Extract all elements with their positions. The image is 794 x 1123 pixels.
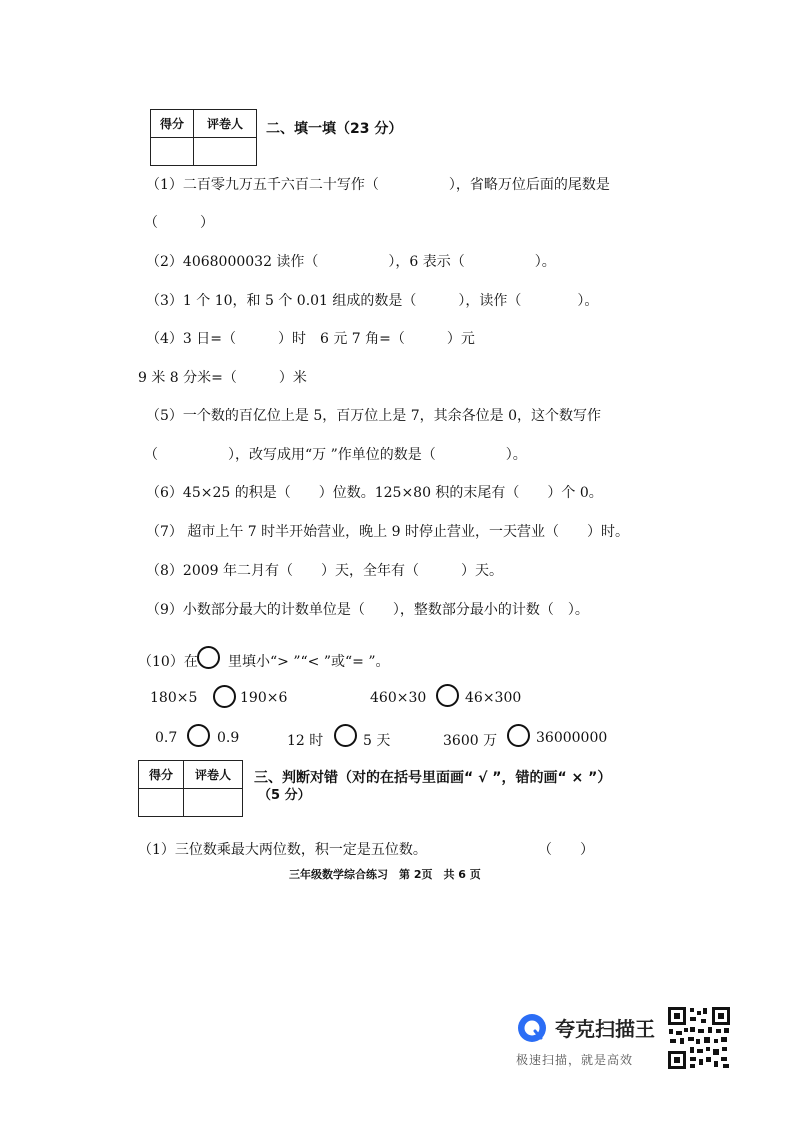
brand-slogan: 极速扫描，就是高效 <box>516 1053 634 1067</box>
section2-title: 二、填一填（23 分） <box>266 121 403 137</box>
brand-name: 夸克扫描王 <box>555 1017 655 1041</box>
q1-line1: （1）二百零九万五千六百二十写作（ ），省略万位后面的尾数是 <box>146 177 610 193</box>
grader-header: 评卷人 <box>194 110 257 138</box>
compare-circle[interactable] <box>334 724 357 747</box>
compare-right: 0.9 <box>217 730 240 746</box>
q1-line2: （ ） <box>144 215 214 231</box>
score-header: 得分 <box>151 110 194 138</box>
score-table-section3 <box>138 760 243 817</box>
quark-logo-icon <box>516 1012 548 1044</box>
compare-right: 190×6 <box>240 690 288 706</box>
grader-cell[interactable] <box>184 789 243 817</box>
compare-left: 3600 万 <box>443 733 498 749</box>
s3-q1-text: （1）三位数乘最大两位数，积一定是五位数。 <box>138 842 427 858</box>
q7-text: （7） 超市上午 7 时半开始营业，晚上 9 时停止营业，一天营业（ ）时。 <box>146 524 629 540</box>
compare-right: 46×300 <box>465 690 522 706</box>
page-footer: 三年级数学综合练习 第 2页 共 6 页 <box>289 868 481 881</box>
compare-circle[interactable] <box>436 684 459 707</box>
q9-text: （9）小数部分最大的计数单位是（ ），整数部分最小的计数（ ）。 <box>146 602 589 618</box>
qr-code-icon <box>666 1005 732 1071</box>
q4-line1: （4）3 日=（ ）时 6 元 7 角=（ ）元 <box>146 331 475 347</box>
compare-circle-example <box>197 646 220 669</box>
compare-right: 36000000 <box>536 730 608 746</box>
compare-circle[interactable] <box>507 724 530 747</box>
s3-q1-blank[interactable]: （ ） <box>538 842 594 858</box>
q5-line2: （ ），改写成用“万 ”作单位的数是（ ）。 <box>144 447 527 463</box>
score-cell[interactable] <box>139 789 184 817</box>
q4-line2: 9 米 8 分米=（ ）米 <box>138 370 307 386</box>
grader-cell[interactable] <box>194 138 257 166</box>
compare-left: 12 时 <box>287 733 324 749</box>
compare-left: 460×30 <box>370 690 427 706</box>
q6-text: （6）45×25 的积是（ ）位数。125×80 积的末尾有（ ）个 0。 <box>146 485 603 501</box>
score-header: 得分 <box>139 761 184 789</box>
q8-text: （8）2009 年二月有（ ）天，全年有（ ）天。 <box>146 563 503 579</box>
q3-text: （3）1 个 10，和 5 个 0.01 组成的数是（ ），读作（ ）。 <box>146 293 599 309</box>
score-table-section2 <box>150 109 257 166</box>
q2-text: （2）4068000032 读作（ ），6 表示（ ）。 <box>146 254 556 270</box>
compare-left: 0.7 <box>155 730 178 746</box>
score-cell[interactable] <box>151 138 194 166</box>
section3-title: 三、判断对错（对的在括号里面画“ √ ”，错的画“ × ”） <box>254 770 612 786</box>
compare-right: 5 天 <box>363 733 391 749</box>
compare-circle[interactable] <box>187 724 210 747</box>
q10-intro-a: （10）在 <box>138 654 198 670</box>
section3-points: （5 分） <box>258 788 311 803</box>
q10-intro-b: 里填小“> ”“< ”或“= ”。 <box>228 654 390 670</box>
grader-header: 评卷人 <box>184 761 243 789</box>
compare-left: 180×5 <box>150 690 198 706</box>
q5-line1: （5）一个数的百亿位上是 5，百万位上是 7，其余各位是 0，这个数写作 <box>146 408 601 424</box>
compare-circle[interactable] <box>213 685 236 708</box>
